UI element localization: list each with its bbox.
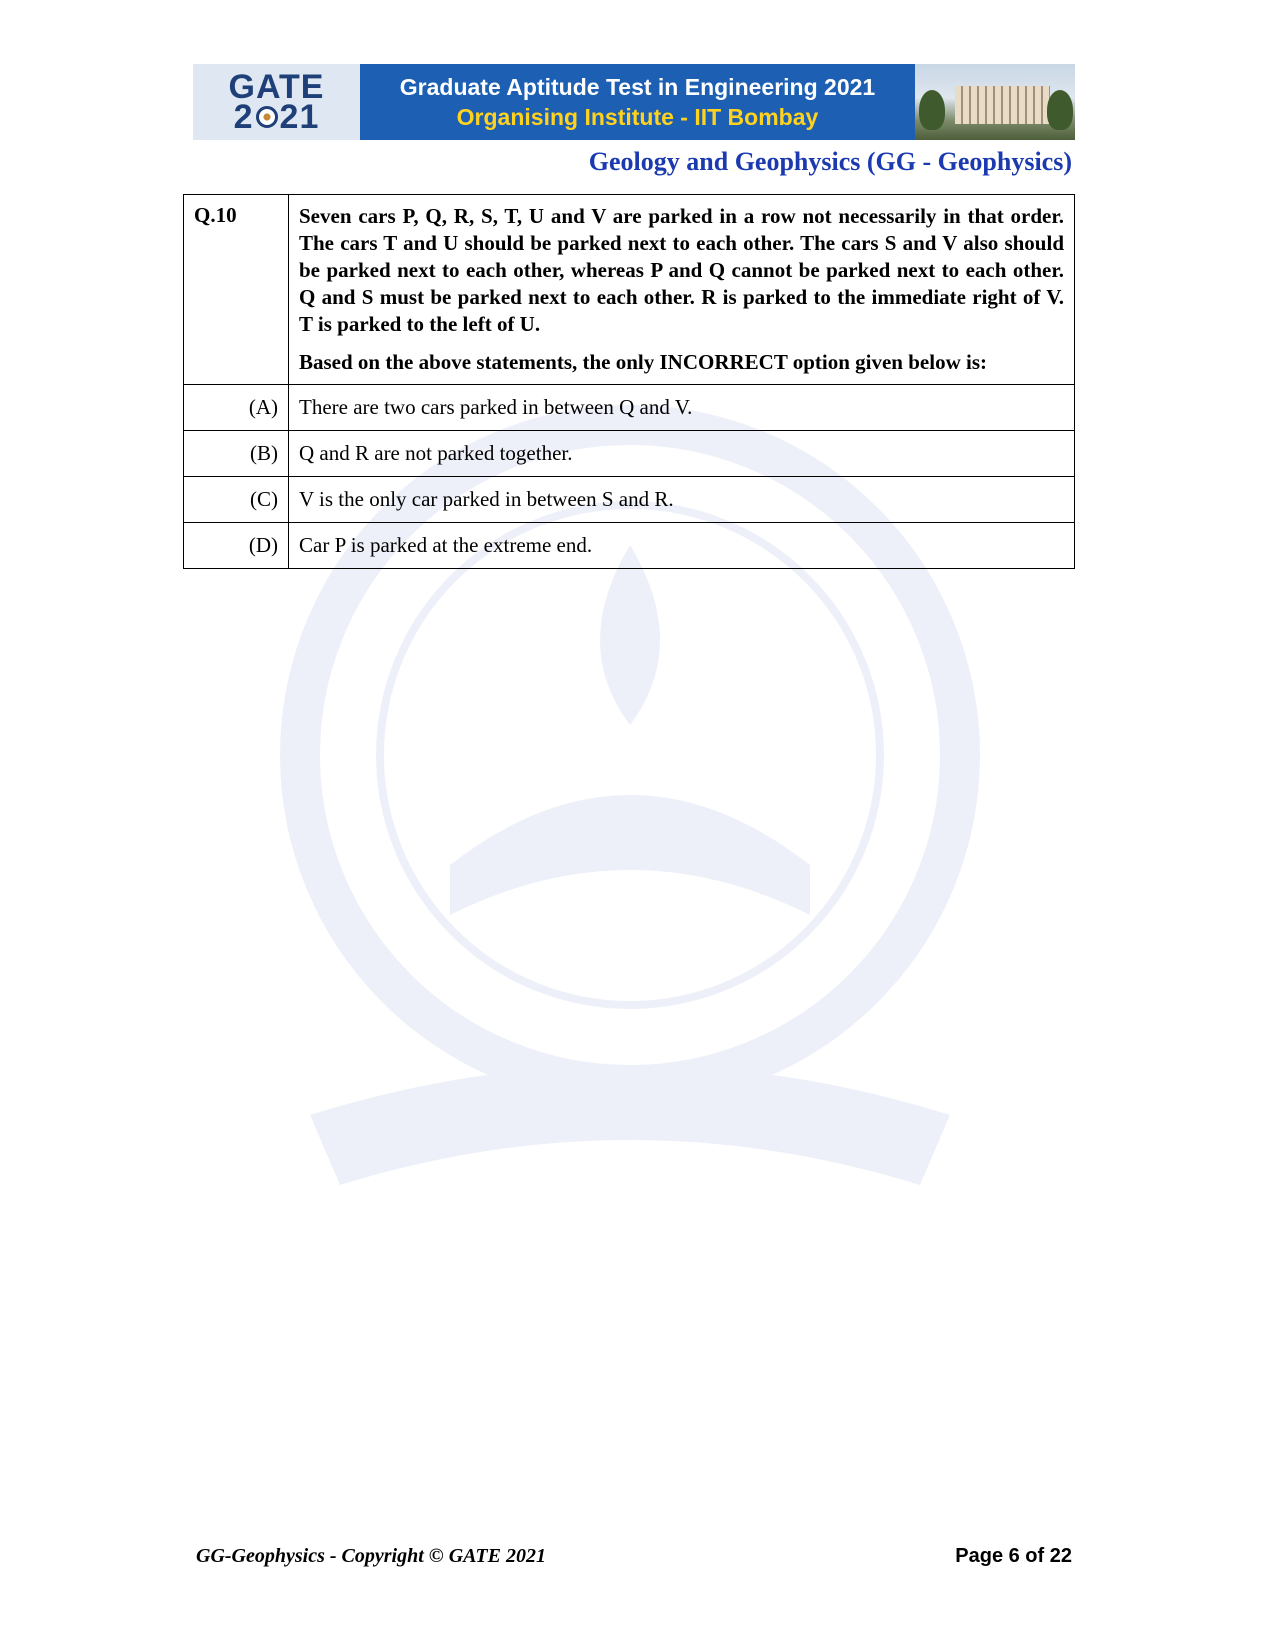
option-text: V is the only car parked in between S and R. bbox=[289, 477, 1075, 523]
building-icon bbox=[955, 86, 1050, 124]
footer-copyright: GG-Geophysics - Copyright © GATE 2021 bbox=[196, 1545, 546, 1567]
question-row bbox=[184, 195, 1075, 385]
option-text: There are two cars parked in between Q and V. bbox=[289, 385, 1075, 431]
page-current: 6 bbox=[1008, 1545, 1020, 1567]
page-total: 22 bbox=[1049, 1545, 1072, 1567]
option-text: Q and R are not parked together. bbox=[289, 431, 1075, 477]
banner-title: Graduate Aptitude Test in Engineering 2021 bbox=[399, 74, 876, 100]
question-stem-paragraph-1: Seven cars P, Q, R, S, T, U and V are parked in a row not necessarily in that order. The cars T and U should be parked next to each other. The cars S and V also should be parked next to each other, whereas P and Q cannot be parked next to each other. Q and S must be parked next to each other. R is parked to the immediate right of V. T is parked to the left of U. bbox=[299, 204, 1064, 336]
banner-subtitle: Organising Institute - IIT Bombay bbox=[456, 104, 819, 130]
logo-text-gate: GATE bbox=[228, 68, 325, 106]
page-indicator bbox=[955, 1545, 1072, 1568]
option-label: (D) bbox=[184, 523, 289, 569]
option-label: (A) bbox=[184, 385, 289, 431]
header-banner bbox=[193, 64, 1075, 140]
tree-icon bbox=[919, 90, 945, 130]
gate-logo bbox=[193, 64, 360, 140]
option-row-c bbox=[184, 477, 1075, 523]
logo-text-year bbox=[233, 98, 320, 136]
option-row-a bbox=[184, 385, 1075, 431]
option-label: (B) bbox=[184, 431, 289, 477]
option-label: (C) bbox=[184, 477, 289, 523]
page-prefix: Page bbox=[955, 1545, 1009, 1567]
question-stem bbox=[289, 195, 1075, 385]
question-table bbox=[183, 194, 1075, 569]
question-number: Q.10 bbox=[184, 195, 289, 385]
campus-photo bbox=[915, 64, 1075, 140]
tree-icon bbox=[1047, 90, 1073, 130]
logo-year-right: 21 bbox=[279, 98, 320, 136]
option-text: Car P is parked at the extreme end. bbox=[289, 523, 1075, 569]
page-separator: of bbox=[1019, 1545, 1050, 1567]
seal-icon bbox=[256, 106, 278, 128]
question-stem-paragraph-2: Based on the above statements, the only INCORRECT option given below is: bbox=[299, 350, 987, 374]
option-row-d bbox=[184, 523, 1075, 569]
banner-text bbox=[360, 64, 915, 140]
logo-year-left: 2 bbox=[233, 98, 254, 136]
subject-title: Geology and Geophysics (GG - Geophysics) bbox=[588, 147, 1072, 176]
option-row-b bbox=[184, 431, 1075, 477]
